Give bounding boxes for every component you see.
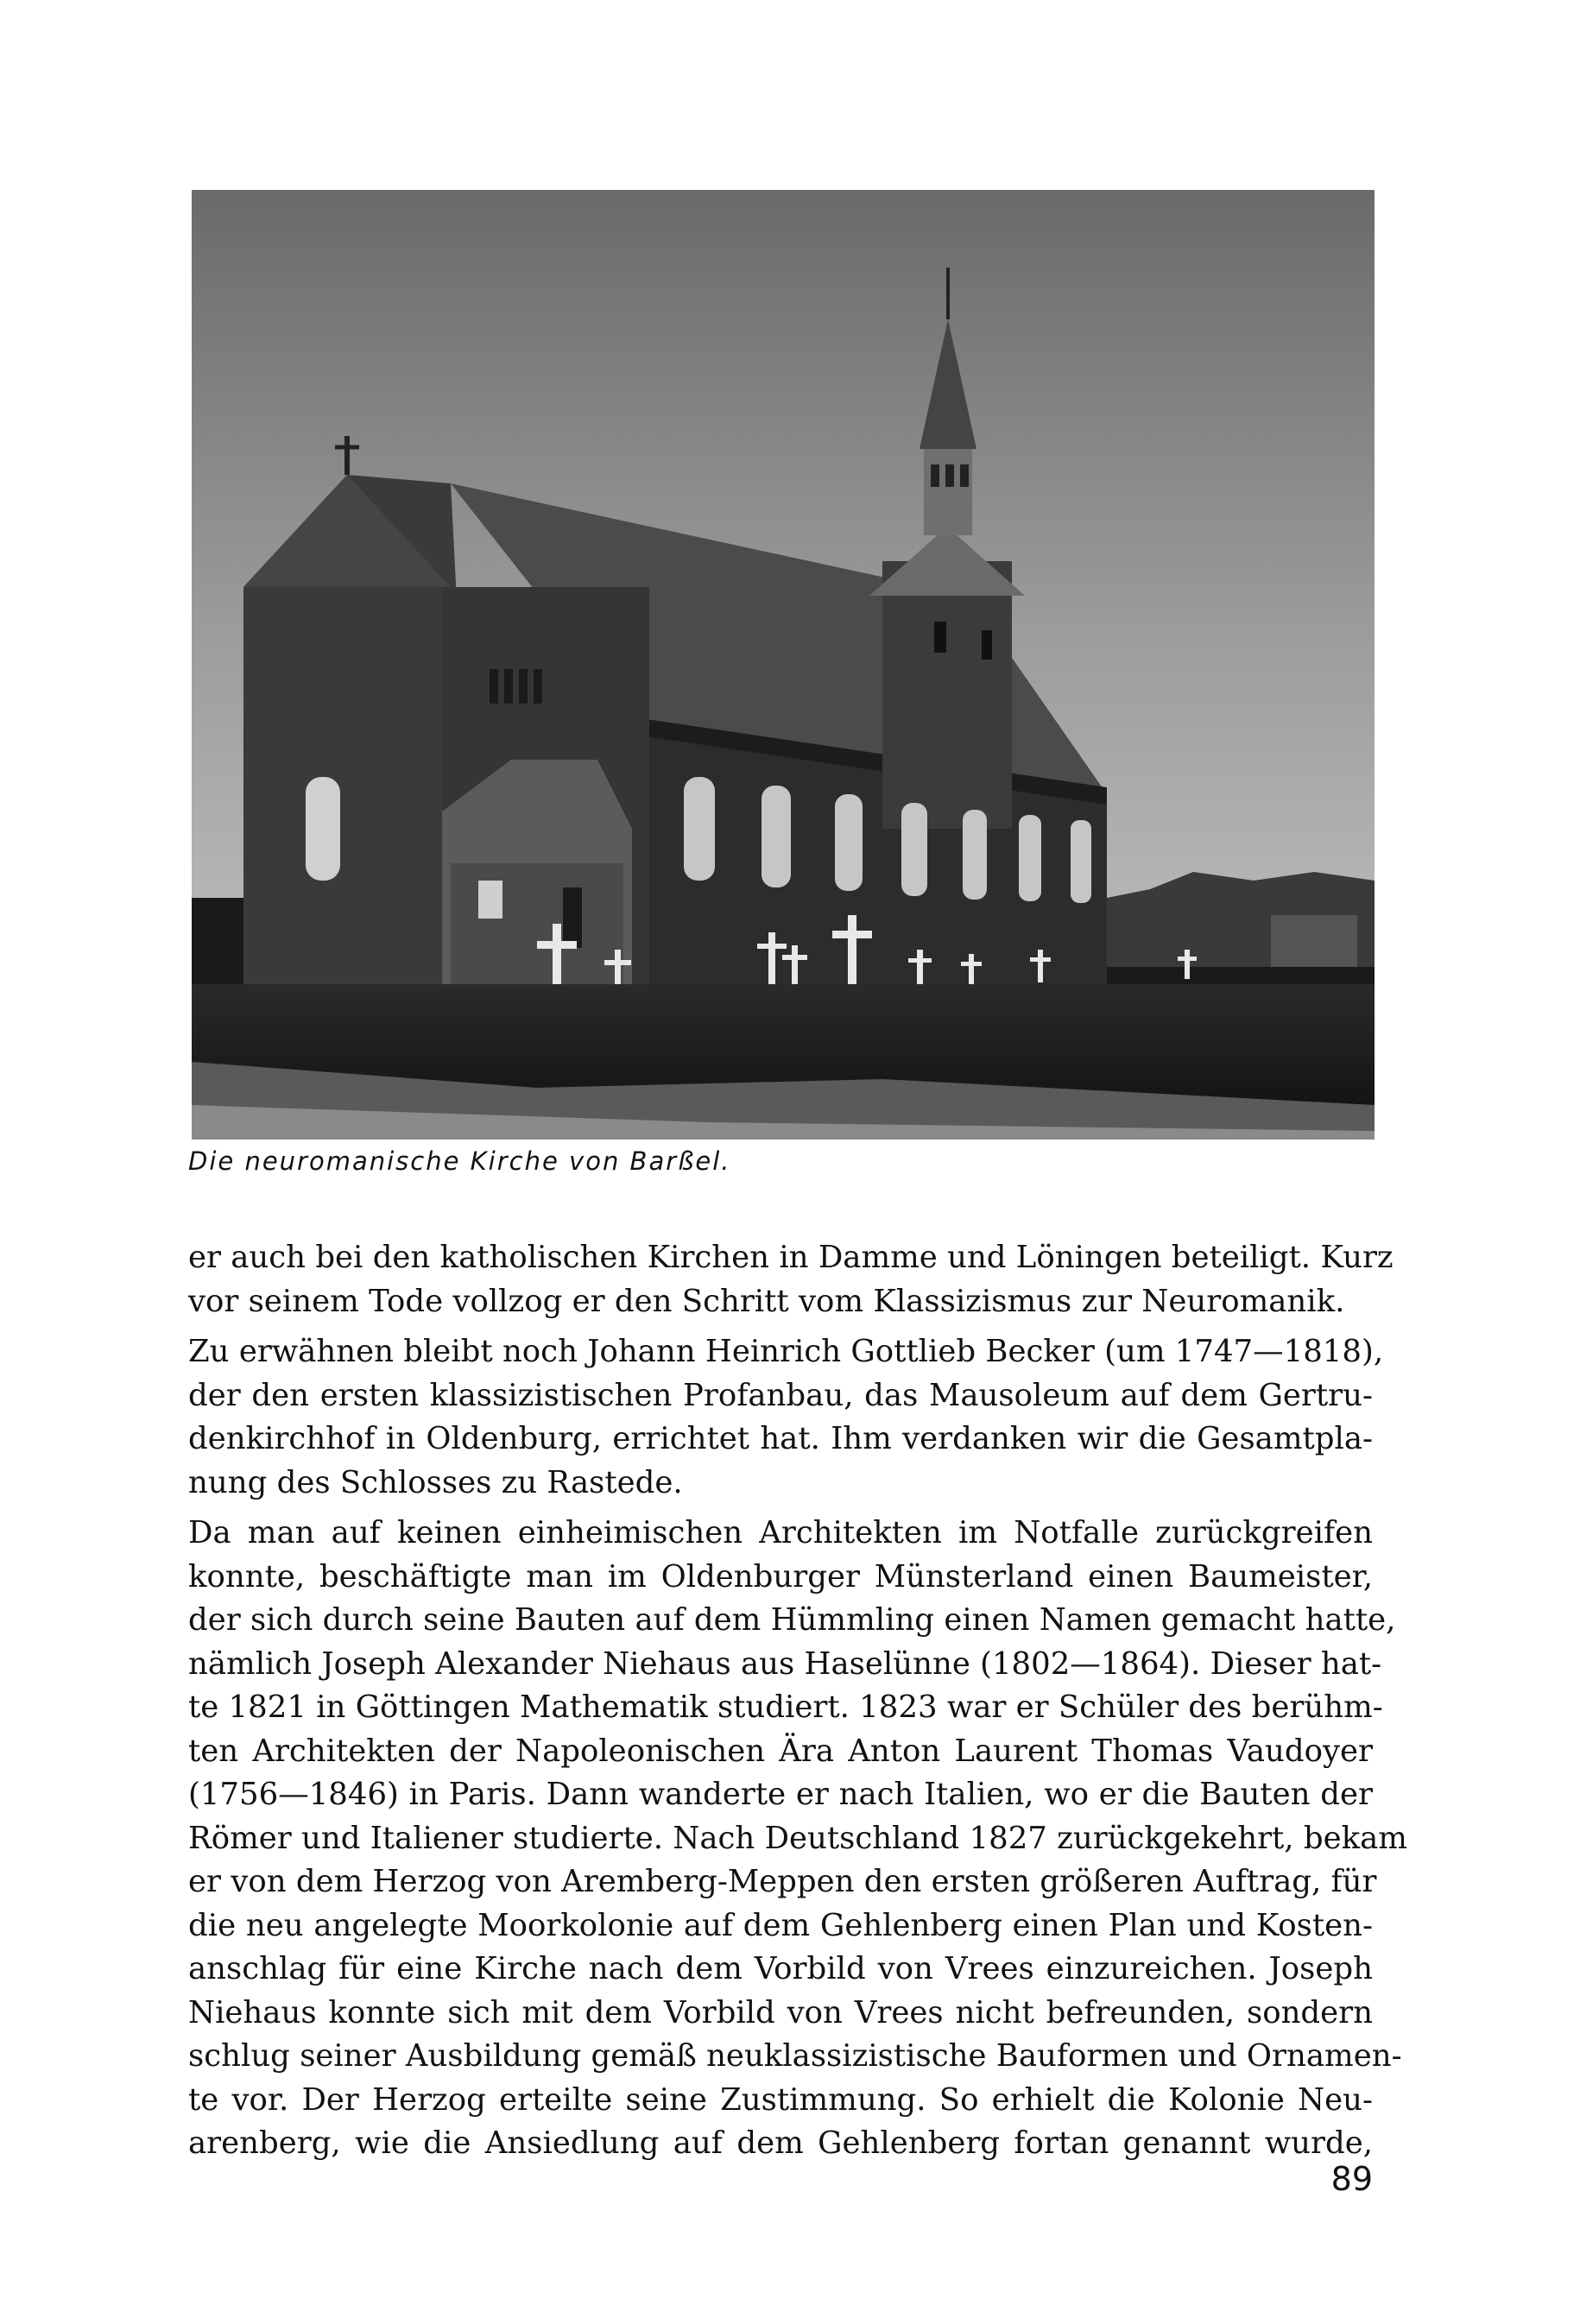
text-line: anschlag für eine Kirche nach dem Vorbild von Vrees einzureichen. Joseph (188, 1951, 1373, 1986)
paragraph-2 (188, 1330, 1384, 1505)
text-line: der den ersten klassizistischen Profanbau, das Mausoleum auf dem Gertru- (188, 1377, 1373, 1413)
text-line: vor seinem Tode vollzog er den Schritt vom Klassizismus zur Neuromanik. (188, 1283, 1345, 1319)
text-line: Da man auf keinen einheimischen Architekten im Notfalle zurückgreifen (188, 1515, 1373, 1550)
text-line: er auch bei den katholischen Kirchen in Damme und Löningen beteiligt. Kurz (188, 1240, 1394, 1275)
text-line: Römer und Italiener studierte. Nach Deutschland 1827 zurückgekehrt, bekam (188, 1820, 1407, 1856)
text-line: (1756—1846) in Paris. Dann wanderte er nach Italien, wo er die Bauten der (188, 1777, 1373, 1812)
text-line: te 1821 in Göttingen Mathematik studiert. 1823 war er Schüler des berühm- (188, 1689, 1383, 1725)
text-line: Niehaus konnte sich mit dem Vorbild von Vrees nicht befreunden, sondern (188, 1994, 1373, 2030)
paragraph-3 (188, 1512, 1407, 2166)
text-line: schlug seiner Ausbildung gemäß neuklassizistische Bauformen und Ornamen- (188, 2038, 1402, 2074)
church-tower (882, 561, 1012, 829)
figure-caption: Die neuromanische Kirche von Barßel. (188, 1146, 731, 1176)
text-line: te vor. Der Herzog erteilte seine Zustimmung. So erhielt die Kolonie Neu- (188, 2081, 1373, 2118)
text-line: die neu angelegte Moorkolonie auf dem Gehlenberg einen Plan und Kosten- (188, 1907, 1373, 1943)
text-line: nung des Schlosses zu Rastede. (188, 1464, 683, 1500)
text-line: ten Architekten der Napoleonischen Ära Anton Laurent Thomas Vaudoyer (188, 1733, 1373, 1769)
text-line: er von dem Herzog von Aremberg-Meppen den ersten größeren Auftrag, für (188, 1864, 1377, 1899)
text-line: konnte, beschäftigte man im Oldenburger Münsterland einen Baumeister, (188, 1558, 1373, 1595)
body-text (188, 1236, 1407, 2166)
text-line: Zu erwähnen bleibt noch Johann Heinrich Gottlieb Becker (um 1747—1818), (188, 1334, 1384, 1369)
text-line: arenberg, wie die Ansiedlung auf dem Gehlenberg fortan genannt wurde, (188, 2125, 1373, 2161)
distant-house-wall (1271, 915, 1357, 967)
church-photo-drawing (192, 190, 1375, 1140)
page-number: 89 (1330, 2160, 1373, 2198)
paragraph-1 (188, 1236, 1394, 1323)
facade-window (306, 777, 340, 881)
text-line: nämlich Joseph Alexander Niehaus aus Haselünne (1802—1864). Dieser hat- (188, 1645, 1382, 1682)
text-line: denkirchhof in Oldenburg, errichtet hat. Ihm verdanken wir die Gesamtpla- (188, 1421, 1373, 1456)
text-line: der sich durch seine Bauten auf dem Hümmling einen Namen gemacht hatte, (188, 1602, 1396, 1638)
tower-lantern (924, 449, 972, 535)
church-photo (192, 190, 1375, 1140)
